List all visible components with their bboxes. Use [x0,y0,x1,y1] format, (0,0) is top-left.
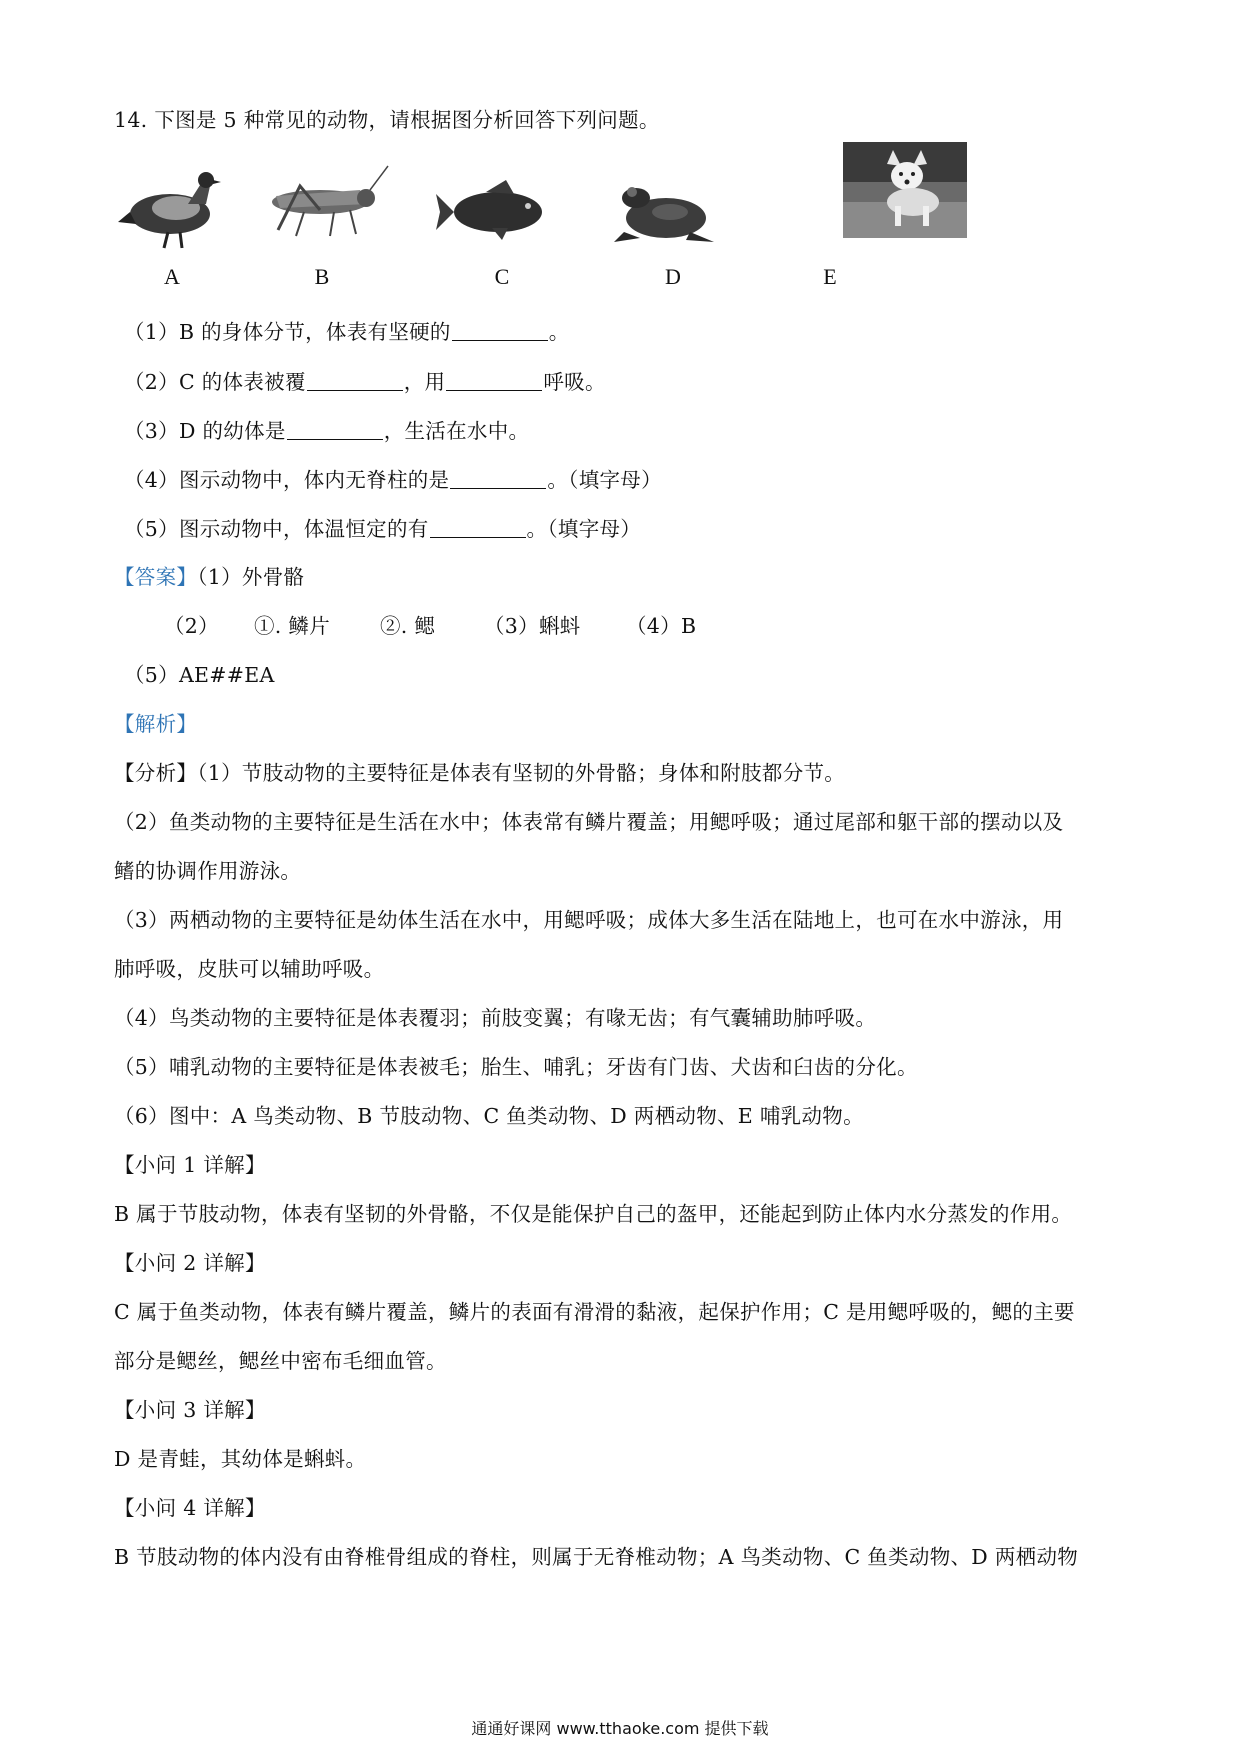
analysis-line: B 节肢动物的体内没有由脊椎骨组成的脊柱，则属于无脊椎动物；A 鸟类动物、C 鱼类动物、D 两栖动物 [114,1545,1079,1569]
answer-blank [307,372,403,391]
grasshopper-icon [260,160,390,250]
answer-blank [452,322,548,341]
animal-label: C [494,264,510,289]
animal-label: D [665,264,681,289]
sub-question-1: （1）B 的身体分节，体表有坚硬的 。 [124,320,570,344]
analysis-line: D 是青蛙，其幼体是蝌蚪。 [114,1447,367,1471]
analysis-line: 肺呼吸，皮肤可以辅助呼吸。 [114,957,385,981]
answer-blank [430,519,526,538]
sub-question-2: （2）C 的体表被覆 ，用 呼吸。 [124,370,606,394]
analysis-line: （4）鸟类动物的主要特征是体表覆羽；前肢变翼；有喙无齿；有气囊辅助肺呼吸。 [114,1006,877,1030]
detail-heading: 【小问 3 详解】 [114,1398,266,1422]
answer-line-1: 【答案】（1）外骨骼 [114,565,305,589]
detail-heading: 【小问 1 详解】 [114,1153,266,1177]
frog-icon [610,172,720,252]
answer-blank [446,372,542,391]
analysis-line: 部分是鳃丝，鳃丝中密布毛细血管。 [114,1349,447,1373]
answer-blank [287,421,383,440]
detail-heading: 【小问 2 详解】 [114,1251,266,1275]
analysis-line: （5）哺乳动物的主要特征是体表被毛；胎生、哺乳；牙齿有门齿、犬齿和臼齿的分化。 [114,1055,918,1079]
page-footer: 通通好课网 www.tthaoke.com 提供下载 [471,1719,769,1738]
answer-tag: 【答案】 [114,565,198,589]
answer-blank [450,470,546,489]
answer-line-3: （5）AE##EA [124,663,275,687]
animal-label: A [164,264,180,289]
animal-label: E [823,264,837,289]
analysis-line: 鳍的协调作用游泳。 [114,859,302,883]
analysis-line: （3）两栖动物的主要特征是幼体生活在水中，用鳃呼吸；成体大多生活在陆地上，也可在水中游泳，用 [114,908,1064,932]
question-stem: 14. 下图是 5 种常见的动物，请根据图分析回答下列问题。 [114,108,660,132]
document-page: 14. 下图是 5 种常见的动物，请根据图分析回答下列问题。 A B C D E （1）B 的身体分节，体表有坚硬的 。 （2）C 的体表被覆 ，用 呼吸。 （3）D 的幼体是 ，生活在水中。 （4）图示动物中，体内无脊柱的是 。（填字母） （5）图示动物中，体温恒定的有 。（填字母） 【答案】（1）外骨骼 （2） ①. 鳞片 ②. 鳃 （3）蝌蚪 （4）B （5）AE##EA 【解析】 【分析】（1）节肢动物的主要特征是体表有坚韧的外骨骼；身体和附肢都分节。 （2）鱼类动物的主要特征是生活在水中；体表常有鳞片覆盖；用鳃呼吸；通过尾部和躯干部的摆动以及 鳍的协调作用游泳。 （3）两栖动物的主要特征是幼体生活在水中，用鳃呼吸；成体大多生活在陆地上，也可在水中游泳，用 肺呼吸，皮肤可以辅助呼吸。 （4）鸟类动物的主要特征是体表覆羽；前肢变翼；有喙无齿；有气囊辅助肺呼吸。 （5）哺乳动物的主要特征是体表被毛；胎生、哺乳；牙齿有门齿、犬齿和臼齿的分化。 （6）图中：A 鸟类动物、B 节肢动物、C 鱼类动物、D 两栖动物、E 哺乳动物。 【小问 1 详解】 B 属于节肢动物，体表有坚韧的外骨骼，不仅是能保护自己的盔甲，还能起到防止体内水分蒸发的作用。 【小问 2 详解】 C 属于鱼类动物，体表有鳞片覆盖，鳞片的表面有滑滑的黏液，起保护作用；C 是用鳃呼吸的，鳃的主要 部分是鳃丝，鳃丝中密布毛细血管。 【小问 3 详解】 D 是青蛙，其幼体是蝌蚪。 【小问 4 详解】 B 节肢动物的体内没有由脊椎骨组成的脊柱，则属于无脊椎动物；A 鸟类动物、C 鱼类动物、D 两栖动物 通通好课网 www.tthaoke.com 提供下载 [0,0,1240,1754]
animal-label: B [314,264,330,289]
sub-question-4: （4）图示动物中，体内无脊柱的是 。（填字母） [124,468,662,492]
pigeon-icon [118,164,228,254]
analysis-line: B 属于节肢动物，体表有坚韧的外骨骼，不仅是能保护自己的盔甲，还能起到防止体内水分蒸发的作用。 [114,1202,1073,1226]
analysis-tag: 【解析】 [114,712,198,736]
sub-question-3: （3）D 的幼体是 ，生活在水中。 [124,419,530,443]
analysis-line: （6）图中：A 鸟类动物、B 节肢动物、C 鱼类动物、D 两栖动物、E 哺乳动物。 [114,1104,864,1128]
fish-icon [436,176,566,246]
dog-photo [843,142,967,238]
animal-figure [110,156,990,296]
analysis-line: （2）鱼类动物的主要特征是生活在水中；体表常有鳞片覆盖；用鳃呼吸；通过尾部和躯干部的摆动以及 [114,810,1064,834]
detail-heading: 【小问 4 详解】 [114,1496,266,1520]
sub-question-5: （5）图示动物中，体温恒定的有 。（填字母） [124,517,642,541]
analysis-line: 【分析】（1）节肢动物的主要特征是体表有坚韧的外骨骼；身体和附肢都分节。 [114,761,846,785]
analysis-line: C 属于鱼类动物，体表有鳞片覆盖，鳞片的表面有滑滑的黏液，起保护作用；C 是用鳃呼吸的，鳃的主要 [114,1300,1075,1324]
